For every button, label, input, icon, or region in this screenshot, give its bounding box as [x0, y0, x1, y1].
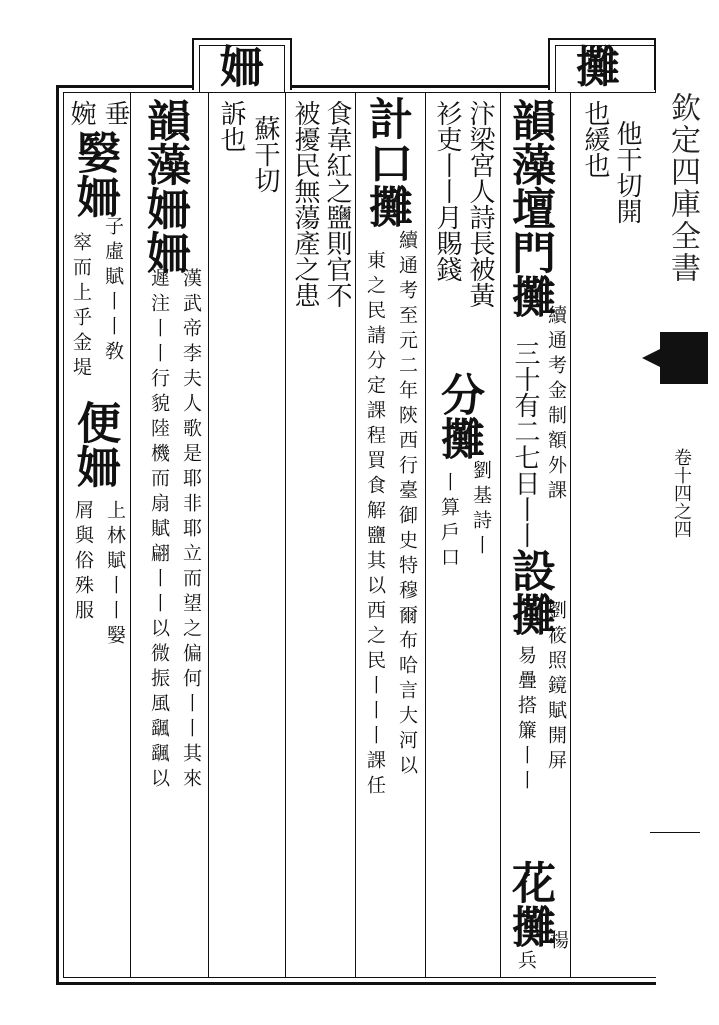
text-column: 蘇干切: [250, 115, 280, 193]
headword: 設攤: [504, 548, 555, 636]
annotation: 遲注丨丨行貌陸機而扇賦翩丨丨以微振風颻颻以: [148, 268, 170, 793]
annotation: 續通考至元二年陝西行臺御史特穆爾布哈言大河以: [396, 230, 418, 780]
text-column: 他干切開: [612, 120, 642, 224]
margin-rule: [650, 832, 700, 833]
headword: 分攤: [433, 372, 484, 460]
headword: 花攤: [504, 860, 555, 948]
headword: 韻藻姍姍: [139, 98, 190, 274]
volume-label: 卷十四之四: [671, 448, 692, 538]
annotation: 易疊搭簾丨丨: [515, 645, 537, 795]
annotation: 丨算戶口: [438, 472, 460, 572]
annotation: 楊: [547, 930, 569, 955]
text-column: 汴梁宮人詩長被黃: [465, 100, 495, 308]
annotation: 漢武帝李夫人歌是耶非耶立而望之偏何丨丨其來: [180, 268, 202, 793]
column-rule: [570, 92, 571, 978]
headword: 嫛姍: [69, 130, 120, 218]
annotation: 窣而上乎金堤: [70, 232, 92, 382]
tab-right-char: 攤: [576, 42, 620, 93]
column-rule: [208, 92, 209, 978]
column-rule: [355, 92, 356, 978]
annotation: 屑與俗殊服: [72, 500, 94, 625]
column-rule: [130, 92, 131, 978]
text-column: 垂: [100, 100, 130, 126]
annotation: 上林賦丨丨嫛: [104, 500, 126, 650]
headword: 便姍: [69, 400, 120, 488]
text-column: 三十有二七日丨丨: [510, 340, 540, 548]
column-rule: [500, 92, 501, 978]
headword: 計口攤: [361, 96, 412, 228]
text-column: 訴也: [216, 100, 246, 152]
book-title: 欽定四庫全書: [665, 92, 700, 284]
text-column: 食韋紅之鹽則官不: [322, 100, 352, 308]
tab-left-char: 姍: [220, 42, 264, 93]
text-column: 也緩也: [580, 100, 610, 178]
annotation: 東之民請分定課程買食解鹽其以西之民丨丨丨課任: [364, 250, 386, 800]
annotation: 續通考金制額外課: [545, 305, 567, 505]
annotation: 兵: [515, 950, 537, 975]
text-column: 衫吏丨丨月賜錢: [432, 100, 462, 282]
annotation: 劉筱照鏡賦開屏: [545, 600, 567, 775]
column-rule: [425, 92, 426, 978]
text-column: 婉: [66, 100, 96, 126]
headword: 韻藻壇門攤: [504, 98, 555, 318]
annotation: 劉基詩丨: [470, 460, 492, 560]
text-column: 被擾民無蕩產之患: [290, 100, 320, 308]
annotation: 子虛賦丨丨敎: [102, 216, 124, 366]
column-rule: [285, 92, 286, 978]
